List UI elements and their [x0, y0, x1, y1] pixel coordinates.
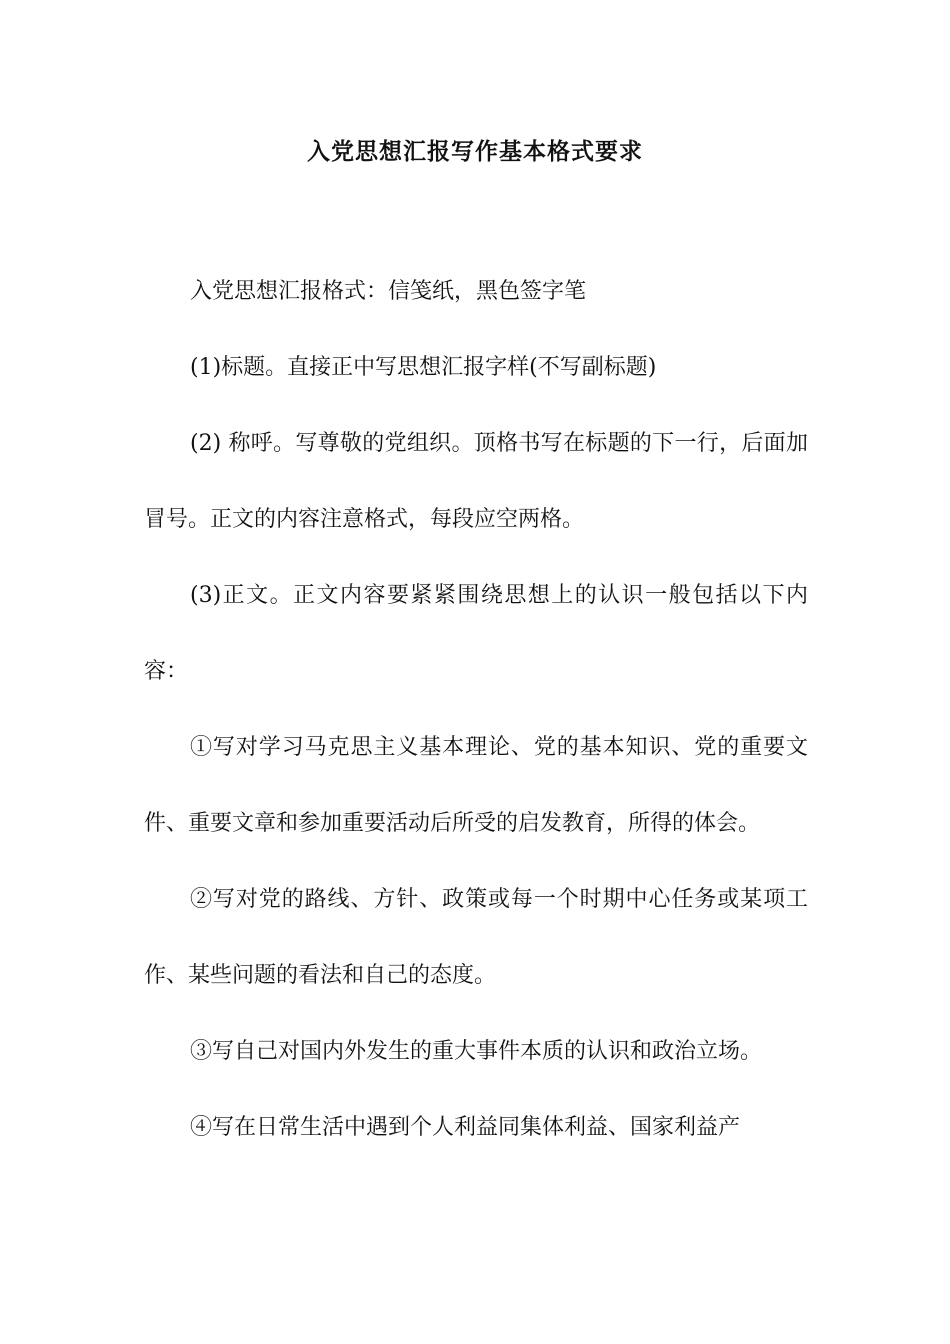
paragraph-body-rule: (3)正文。正文内容要紧紧围绕思想上的认识一般包括以下内容：	[144, 583, 808, 684]
paragraph-salutation-rule: (2) 称呼。写尊敬的党组织。顶格书写在标题的下一行，后面加冒号。正文的内容注意格式，每段应空两格。	[144, 431, 808, 532]
paragraph-item-4: ④写在日常生活中遇到个人利益同集体利益、国家利益产	[190, 1115, 741, 1140]
document-title: 入党思想汇报写作基本格式要求	[307, 138, 643, 165]
document-body	[144, 254, 808, 1166]
paragraph-item-3: ③写自己对国内外发生的重大事件本质的认识和政治立场。	[190, 1039, 763, 1064]
paragraph-item-2: ②写对党的路线、方针、政策或每一个时期中心任务或某项工作、某些问题的看法和自己的态度。	[144, 887, 808, 988]
paragraph-title-rule: (1)标题。直接正中写思想汇报字样(不写副标题)	[190, 355, 657, 380]
paragraph-item-1: ①写对学习马克思主义基本理论、党的基本知识、党的重要文件、重要文章和参加重要活动后所受的启发教育，所得的体会。	[144, 735, 808, 836]
paragraph-format: 入党思想汇报格式：信笺纸，黑色签字笔	[190, 279, 587, 304]
